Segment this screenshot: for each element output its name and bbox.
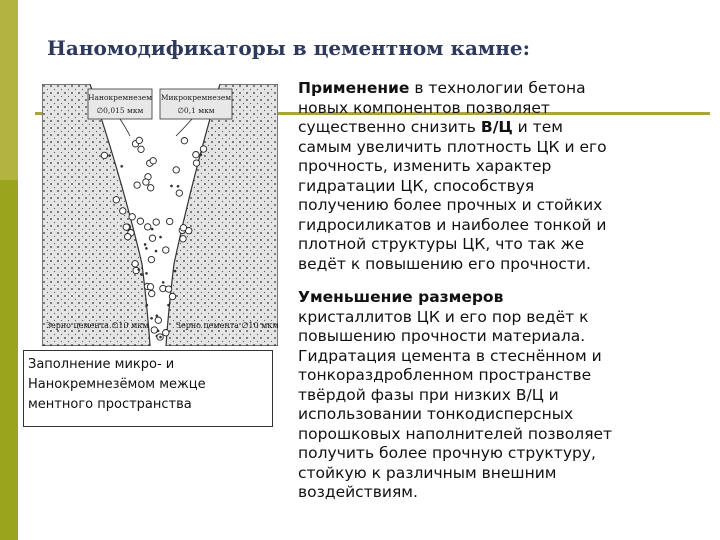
nanosilica-particle xyxy=(157,330,159,332)
p2-bold-term: Уменьшение размеров xyxy=(298,288,504,306)
micro-label-text: Микрокремнезем xyxy=(160,93,232,102)
microsilica-particle xyxy=(167,218,173,224)
microsilica-particle xyxy=(150,158,156,164)
p1-line-5: прочность, изменить характер xyxy=(298,157,552,175)
p2-line-9: получить более прочную структуру, xyxy=(298,444,596,462)
slide-title: Наномодификаторы в цементном камне: xyxy=(47,36,531,60)
paragraph-size-reduction xyxy=(298,288,708,503)
p1-line-6: гидратации ЦК, способствуя xyxy=(298,176,535,195)
nanosilica-particle xyxy=(140,273,142,275)
microsilica-particle xyxy=(123,224,129,230)
nanosilica-particle xyxy=(200,154,202,156)
nanosilica-particle xyxy=(167,304,169,306)
microsilica-particle xyxy=(125,234,131,240)
p2-line-3: повышению прочности материала. xyxy=(298,327,586,345)
microsilica-particle xyxy=(147,284,153,290)
nanosilica-particle xyxy=(146,304,148,306)
p1-line-3-start: существенно снизить xyxy=(298,118,481,136)
microsilica-particle xyxy=(163,247,169,253)
microsilica-particle xyxy=(163,330,169,336)
nanosilica-particle xyxy=(150,317,152,319)
microsilica-particle xyxy=(153,219,159,225)
micro-pointer xyxy=(176,119,192,136)
nanosilica-particle xyxy=(159,236,161,238)
p2-line-1 xyxy=(298,288,708,308)
p2-line-5: тонкораздробленном пространстве xyxy=(298,366,592,384)
p1-line-1-rest: в технологии бетона xyxy=(409,79,586,97)
microsilica-particle xyxy=(193,152,199,158)
microsilica-particle xyxy=(132,261,138,267)
p1-line-3 xyxy=(298,118,708,138)
microsilica-particle xyxy=(180,225,186,231)
p1-line-10: ведёт к повышению его прочности. xyxy=(298,254,591,273)
p2-line-2: кристаллитов ЦК и его пор ведёт к xyxy=(298,307,589,326)
micro-size-text: ∅0,1 мкм xyxy=(177,106,215,115)
microsilica-particle xyxy=(143,179,149,185)
figure-caption xyxy=(23,350,273,427)
p1-bold-wc: В/Ц xyxy=(480,118,513,136)
microsilica-particle xyxy=(148,256,154,262)
p1-line-3-end: и тем xyxy=(512,118,563,136)
microsilica-particle xyxy=(200,146,206,152)
p1-line-2: новых компонентов позволяет xyxy=(298,98,550,117)
cement-grains-figure xyxy=(42,84,278,346)
caption-line-1: Заполнение микро- и xyxy=(28,357,175,372)
nanosilica-particle xyxy=(151,228,153,230)
p1-line-9: плотной структуры ЦК, что так же xyxy=(298,235,585,253)
microsilica-particle xyxy=(148,185,154,191)
nanosilica-particle xyxy=(108,154,110,156)
p1-line-4: самым увеличить плотность ЦК и его xyxy=(298,137,607,156)
figure-illustration xyxy=(42,84,278,346)
microsilica-particle xyxy=(176,190,182,196)
cement-grain-right xyxy=(166,84,278,346)
p2-line-4: Гидратация цемента в стеснённом и xyxy=(298,346,602,365)
microsilica-particle xyxy=(120,208,126,214)
microsilica-particle xyxy=(180,236,186,242)
left-accent-bar-bottom xyxy=(0,180,18,540)
caption-line-2: Нанокремнезёмом межце xyxy=(28,377,206,392)
microsilica-particle xyxy=(134,182,140,188)
p1-line-8: гидросиликатов и наиболее тонкой и xyxy=(298,215,607,234)
p1-bold-term: Применение xyxy=(298,79,410,97)
nanosilica-particle xyxy=(155,250,157,252)
microsilica-particle xyxy=(137,218,143,224)
nanosilica-particle xyxy=(138,268,140,270)
paragraph-application xyxy=(298,79,708,274)
microsilica-particle xyxy=(155,317,161,323)
microsilica-particle xyxy=(149,235,155,241)
grain-label-left: Зерно цемента ∅10 мкм xyxy=(46,321,149,330)
microsilica-particle xyxy=(113,197,119,203)
microsilica-particle xyxy=(165,286,171,292)
nanosilica-particle xyxy=(144,243,146,245)
left-accent-bar-top xyxy=(0,0,18,180)
microsilica-particle xyxy=(173,167,179,173)
microsilica-particle xyxy=(181,138,187,144)
nanosilica-particle xyxy=(159,336,161,338)
microsilica-particle xyxy=(138,146,144,152)
nano-label-text: Нанокремнезем xyxy=(87,93,153,102)
p2-line-10: стойкую к различным внешним xyxy=(298,463,557,482)
p2-line-8: порошковых наполнителей позволяет xyxy=(298,424,613,443)
nanosilica-particle xyxy=(121,165,123,167)
nanosilica-particle xyxy=(170,185,172,187)
p2-line-6: твёрдой фазы при низких В/Ц и xyxy=(298,385,559,404)
microsilica-particle xyxy=(151,327,157,333)
nano-size-text: ∅0,015 мкм xyxy=(96,106,144,115)
p2-line-11: воздействиям. xyxy=(298,483,418,501)
microsilica-particle xyxy=(149,290,155,296)
microsilica-particle xyxy=(145,224,151,230)
nanosilica-particle xyxy=(162,281,164,283)
microsilica-particle xyxy=(101,152,107,158)
grain-label-right: Зерно цемента ∅10 мкм xyxy=(176,321,278,330)
nanosilica-particle xyxy=(177,185,179,187)
nanosilica-particle xyxy=(145,272,147,274)
microsilica-particle xyxy=(136,137,142,143)
nanosilica-particle xyxy=(145,247,147,249)
p2-line-7: использовании тонкодисперсных xyxy=(298,405,574,423)
microsilica-particle xyxy=(193,160,199,166)
p1-line-1 xyxy=(298,79,708,99)
microsilica-particle xyxy=(129,214,135,220)
nano-pointer xyxy=(120,119,130,136)
nanosilica-particle xyxy=(174,270,176,272)
p1-line-7: получению более прочных и стойких xyxy=(298,196,603,214)
caption-line-3: ментного пространства xyxy=(28,397,192,412)
microsilica-particle xyxy=(169,293,175,299)
